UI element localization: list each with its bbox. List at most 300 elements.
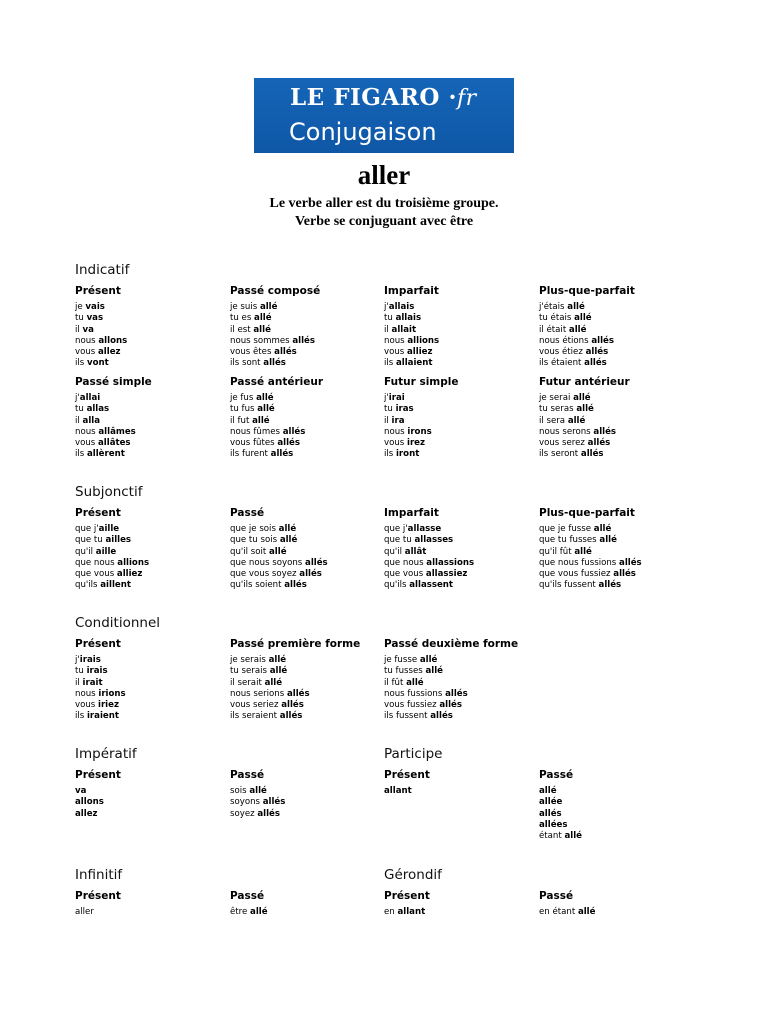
conjugation-form (539, 313, 614, 324)
conjugation-list (384, 524, 474, 592)
form-ending: allés (279, 711, 303, 722)
conjugation-form (539, 336, 614, 347)
conjugation-form (384, 427, 432, 438)
form-ending: vais (85, 302, 105, 312)
conjugation-form (539, 524, 642, 535)
form-ending: allé (256, 393, 274, 403)
form-prefix: que vous (384, 569, 426, 580)
conjugation-form (230, 438, 305, 449)
form-ending: allât (404, 546, 427, 557)
form-prefix: je serais (230, 655, 269, 665)
tense-heading: Passé (230, 769, 265, 781)
form-ending: irais (86, 666, 108, 677)
form-prefix: qu'il (75, 546, 96, 557)
conjugation-form (384, 655, 468, 666)
form-ending: allait (391, 324, 417, 335)
form-prefix: il fût (384, 677, 407, 688)
form-ending: allions (117, 557, 150, 568)
logo-dot: · (448, 84, 457, 111)
conjugation-form (75, 438, 136, 449)
mood-heading-gerondif: Gérondif (384, 867, 442, 883)
conjugation-form (384, 325, 439, 336)
conjugation-form (230, 666, 310, 677)
conjugation-form (539, 358, 614, 369)
form-prefix: tu fusses (384, 666, 426, 677)
conjugation-form (384, 449, 432, 460)
conjugation-form (230, 313, 315, 324)
conjugation-list (230, 524, 328, 592)
form-ending: allez (98, 347, 121, 358)
form-ending: allés (305, 557, 328, 568)
form-ending: allés (613, 569, 636, 580)
form-prefix: il (75, 324, 83, 335)
form-ending: alla (82, 415, 101, 426)
conjugation-list (75, 302, 127, 370)
form-ending: irait (82, 677, 103, 688)
conjugation-form (539, 809, 582, 820)
form-ending: ailles (105, 535, 132, 546)
form-prefix: il (384, 415, 392, 426)
form-prefix: je (75, 302, 86, 312)
mood-heading-imperatif: Impératif (75, 746, 137, 762)
form-prefix: ils fussent (384, 711, 431, 722)
form-ending: aille (98, 524, 120, 534)
tense-heading: Imparfait (384, 285, 439, 297)
conjugation-form (384, 711, 468, 722)
form-ending: allés (593, 426, 617, 437)
tense-heading: Passé deuxième forme (384, 638, 519, 650)
form-ending: va (75, 786, 87, 796)
form-prefix: qu'ils soient (230, 580, 285, 591)
form-ending: allâtes (98, 438, 131, 449)
conjugation-form (75, 336, 127, 347)
form-prefix: nous fussions (384, 688, 446, 699)
form-prefix: ils (75, 449, 87, 460)
mood-heading-subjonctif: Subjonctif (75, 484, 143, 500)
conjugation-form (539, 547, 642, 558)
form-prefix: tu (75, 313, 87, 324)
form-prefix: que nous soyons (230, 557, 306, 568)
form-ending: aille (95, 546, 117, 557)
conjugation-form (75, 535, 149, 546)
form-ending: allas (86, 404, 110, 415)
form-ending: allé (252, 415, 270, 426)
form-prefix: il fut (230, 415, 253, 426)
conjugation-form (230, 416, 305, 427)
form-ending: allés (587, 438, 611, 449)
form-ending: allasses (414, 535, 454, 546)
form-ending: allés (263, 358, 286, 369)
conjugation-list (75, 393, 136, 461)
conjugation-form (384, 580, 474, 591)
form-prefix: vous êtes (230, 347, 275, 358)
form-prefix: vous étiez (539, 347, 586, 358)
form-prefix: ils (384, 449, 396, 460)
form-prefix: qu'ils fussent (539, 580, 599, 591)
conjugation-form (230, 786, 285, 797)
form-ending: allé (576, 404, 594, 415)
form-ending: allée (539, 797, 563, 808)
conjugation-form (75, 547, 149, 558)
form-ending: allé (419, 655, 438, 665)
form-prefix: ils (75, 358, 87, 369)
form-prefix: qu'il (384, 546, 405, 557)
form-prefix: tu es (230, 313, 255, 324)
tense-heading: Futur simple (384, 376, 459, 388)
tense-heading: Passé (230, 890, 265, 902)
form-prefix: que je sois (230, 524, 279, 534)
form-prefix: que vous soyez (230, 569, 300, 580)
form-ending: allé (599, 535, 617, 546)
conjugation-form (230, 358, 315, 369)
conjugation-form (75, 580, 149, 591)
form-ending: allés (445, 688, 468, 699)
form-prefix: nous (75, 688, 99, 699)
conjugation-form (230, 580, 328, 591)
tense-heading: Passé antérieur (230, 376, 324, 388)
form-ending: allés (299, 569, 322, 580)
tense-heading: Présent (384, 769, 430, 781)
conjugation-form (539, 416, 616, 427)
form-prefix: que tu fusses (539, 535, 600, 546)
conjugation-list (539, 907, 595, 918)
form-prefix: soyez (230, 808, 258, 819)
conjugation-form (230, 711, 310, 722)
form-prefix: ils seront (539, 449, 581, 460)
conjugation-form (384, 547, 474, 558)
conjugation-form (384, 700, 468, 711)
mood-heading-infinitif: Infinitif (75, 867, 123, 883)
form-ending: allons (98, 335, 128, 346)
form-ending: vont (86, 358, 109, 369)
form-prefix: vous serez (539, 438, 588, 449)
form-ending: allé (564, 831, 583, 842)
conjugation-form (75, 569, 149, 580)
form-prefix: nous fûmes (230, 426, 283, 437)
form-prefix: ils (75, 711, 87, 722)
conjugation-list (75, 786, 104, 820)
form-prefix: que j' (384, 524, 408, 534)
form-ending: allés (281, 700, 304, 711)
form-prefix: tu (384, 404, 396, 415)
form-ending: allions (407, 335, 440, 346)
form-prefix: ils sont (230, 358, 264, 369)
conjugation-form (539, 558, 642, 569)
verb-description-line-2: Verbe se conjuguant avec être (294, 214, 474, 229)
conjugation-form (75, 907, 94, 918)
form-prefix: vous (75, 700, 98, 711)
conjugation-form (384, 524, 474, 535)
form-prefix: tu serais (230, 666, 270, 677)
conjugation-form (230, 404, 305, 415)
conjugation-form (384, 558, 474, 569)
verb-description-line-1: Le verbe aller est du troisième groupe. (269, 196, 499, 211)
conjugation-list (230, 302, 315, 370)
tense-heading: Passé (539, 769, 574, 781)
tense-heading: Plus-que-parfait (539, 285, 635, 297)
tense-heading: Présent (384, 890, 430, 902)
conjugation-form (75, 689, 126, 700)
conjugation-form (384, 786, 412, 797)
conjugation-form (75, 449, 136, 460)
form-ending: allais (395, 313, 422, 324)
conjugation-form (230, 558, 328, 569)
form-ending: allé (259, 302, 278, 312)
form-ending: allés (539, 808, 562, 819)
form-prefix: ils seraient (230, 711, 280, 722)
form-ending: allons (75, 797, 104, 808)
form-ending: allé (254, 313, 272, 324)
form-prefix: vous fûtes (230, 438, 278, 449)
conjugation-list (230, 655, 310, 723)
form-prefix: tu (75, 404, 87, 415)
verb-title: aller (357, 160, 411, 190)
conjugation-form (230, 655, 310, 666)
form-prefix: il (75, 677, 83, 688)
form-ending: allé (269, 546, 287, 557)
form-prefix: nous serons (539, 426, 594, 437)
conjugation-form (75, 416, 136, 427)
form-ending: irons (407, 426, 432, 437)
form-prefix: vous (75, 438, 98, 449)
form-prefix: sois (230, 786, 250, 796)
mood-heading-conditionnel: Conditionnel (75, 615, 161, 631)
conjugation-form (384, 313, 439, 324)
conjugation-form (75, 809, 104, 820)
form-prefix: en (384, 907, 398, 917)
form-prefix: que tu (384, 535, 415, 546)
form-prefix: tu (384, 313, 396, 324)
form-ending: allés (274, 347, 297, 358)
conjugation-form (539, 427, 616, 438)
conjugation-form (539, 797, 582, 808)
conjugation-form (230, 700, 310, 711)
form-ending: allé (567, 415, 586, 426)
form-ending: allé (406, 677, 424, 688)
form-ending: vas (86, 313, 104, 324)
form-ending: irez (407, 438, 426, 449)
form-prefix: nous (75, 335, 99, 346)
form-prefix: il était (539, 324, 569, 335)
form-prefix: qu'il fût (539, 546, 575, 557)
form-ending: allais (388, 302, 415, 312)
tense-heading: Passé (230, 507, 265, 519)
form-ending: allé (567, 302, 585, 312)
form-ending: allassions (426, 557, 475, 568)
conjugation-form (230, 393, 305, 404)
form-ending: allés (257, 808, 280, 819)
form-prefix: j' (384, 302, 389, 312)
form-ending: allés (430, 711, 453, 722)
conjugation-form (539, 907, 595, 918)
conjugation-form (384, 678, 468, 689)
conjugation-form (75, 655, 126, 666)
conjugation-form (75, 786, 104, 797)
conjugation-form (230, 524, 328, 535)
form-prefix: j' (75, 393, 80, 403)
tense-heading: Plus-que-parfait (539, 507, 635, 519)
form-ending: allés (286, 688, 310, 699)
logo-brand-text: LE FIGARO (290, 84, 440, 111)
form-ending: allant (397, 907, 426, 917)
logo-fr: fr (456, 86, 477, 111)
logo-subtitle: Conjugaison (289, 118, 437, 146)
form-ending: va (82, 324, 94, 335)
mood-heading-participe: Participe (384, 746, 443, 762)
conjugation-form (230, 325, 315, 336)
conjugation-form (230, 547, 328, 558)
conjugation-form (539, 580, 642, 591)
form-prefix: que vous (75, 569, 117, 580)
form-ending: allés (262, 797, 286, 808)
conjugation-form (230, 569, 328, 580)
form-prefix: ils étaient (539, 358, 585, 369)
conjugation-form (230, 678, 310, 689)
form-prefix: vous fussiez (384, 700, 440, 711)
conjugation-form (230, 427, 305, 438)
conjugation-form (230, 449, 305, 460)
form-ending: allé (278, 524, 297, 534)
conjugation-list (75, 655, 126, 723)
form-prefix: je fus (230, 393, 257, 403)
figaro-logo (254, 78, 514, 153)
form-ending: allés (585, 347, 609, 358)
mood-heading-indicatif: Indicatif (75, 262, 130, 278)
form-ending: allé (269, 666, 288, 677)
conjugation-form (384, 438, 432, 449)
conjugation-form (75, 427, 136, 438)
tense-heading: Imparfait (384, 507, 439, 519)
form-prefix: que j' (75, 524, 99, 534)
conjugation-form (539, 820, 582, 831)
conjugation-form (75, 347, 127, 358)
form-prefix: vous (384, 438, 407, 449)
conjugation-list (230, 393, 305, 461)
conjugation-form (75, 325, 127, 336)
form-prefix: nous (384, 335, 408, 346)
tense-heading: Présent (75, 638, 121, 650)
conjugation-form (384, 535, 474, 546)
form-ending: allés (284, 580, 307, 591)
conjugation-form (539, 347, 614, 358)
conjugation-form (384, 569, 474, 580)
form-ending: allé (573, 393, 591, 403)
form-prefix: ils (384, 358, 396, 369)
form-ending: allé (264, 677, 283, 688)
form-ending: allé (574, 546, 592, 557)
conjugation-list (75, 907, 94, 918)
form-prefix: il (75, 415, 83, 426)
conjugation-form (75, 404, 136, 415)
form-ending: allés (439, 700, 462, 711)
form-prefix: je serai (539, 393, 574, 403)
form-ending: iriez (98, 700, 119, 711)
conjugation-form (230, 535, 328, 546)
conjugation-list (539, 302, 614, 370)
form-ending: ira (391, 415, 405, 426)
form-prefix: j' (75, 655, 80, 665)
form-prefix: en étant (539, 907, 578, 917)
form-ending: irais (79, 655, 101, 665)
form-prefix: vous (75, 347, 98, 358)
form-prefix: que nous (75, 557, 118, 568)
tense-heading: Présent (75, 285, 121, 297)
conjugation-form (384, 393, 432, 404)
conjugation-form (75, 313, 127, 324)
conjugation-form (384, 404, 432, 415)
conjugation-form (539, 302, 614, 313)
form-ending: allés (619, 557, 642, 568)
form-ending: allèrent (86, 449, 125, 460)
form-ending: allé (257, 404, 275, 415)
conjugation-form (539, 325, 614, 336)
form-ending: allés (270, 449, 294, 460)
conjugation-form (230, 336, 315, 347)
form-ending: allé (593, 524, 612, 534)
form-prefix: tu étais (539, 313, 575, 324)
tense-heading: Passé composé (230, 285, 321, 297)
conjugation-form (75, 700, 126, 711)
conjugation-form (230, 797, 285, 808)
form-prefix: j'étais (539, 302, 568, 312)
conjugation-list (384, 786, 412, 797)
form-prefix: nous étions (539, 335, 592, 346)
conjugation-list (230, 786, 285, 820)
form-prefix: il est (230, 324, 254, 335)
form-prefix: nous (75, 426, 99, 437)
conjugation-list (384, 393, 432, 461)
conjugation-form (75, 797, 104, 808)
form-prefix: vous seriez (230, 700, 282, 711)
form-ending: allassiez (425, 569, 468, 580)
form-ending: aillent (100, 580, 131, 591)
conjugation-form (75, 393, 136, 404)
form-ending: allé (250, 907, 268, 917)
form-prefix: soyons (230, 797, 263, 808)
conjugation-form (539, 831, 582, 842)
form-prefix: être (230, 907, 251, 917)
conjugation-form (230, 302, 315, 313)
form-ending: allé (253, 324, 271, 335)
form-prefix: ils furent (230, 449, 271, 460)
form-prefix: vous (384, 347, 407, 358)
tense-heading: Passé (539, 890, 574, 902)
conjugation-form (539, 569, 642, 580)
tense-heading: Présent (75, 890, 121, 902)
form-ending: allés (598, 580, 622, 591)
conjugation-form (384, 666, 468, 677)
conjugation-form (75, 558, 149, 569)
form-prefix: je suis (230, 302, 260, 312)
conjugation-list (539, 786, 582, 842)
conjugation-form (539, 438, 616, 449)
form-ending: iras (395, 404, 414, 415)
form-prefix: étant (539, 831, 565, 842)
conjugation-form (75, 358, 127, 369)
form-prefix: tu fus (230, 404, 258, 415)
conjugation-list (75, 524, 149, 592)
logo-brand (290, 84, 477, 111)
form-ending: allasse (407, 524, 442, 534)
conjugation-form (230, 907, 268, 918)
form-prefix: nous sommes (230, 335, 293, 346)
form-prefix: il sera (539, 415, 568, 426)
conjugation-list (539, 393, 616, 461)
form-ending: allé (574, 313, 592, 324)
form-ending: allaient (395, 358, 433, 369)
conjugation-form (539, 535, 642, 546)
tense-heading: Passé première forme (230, 638, 361, 650)
